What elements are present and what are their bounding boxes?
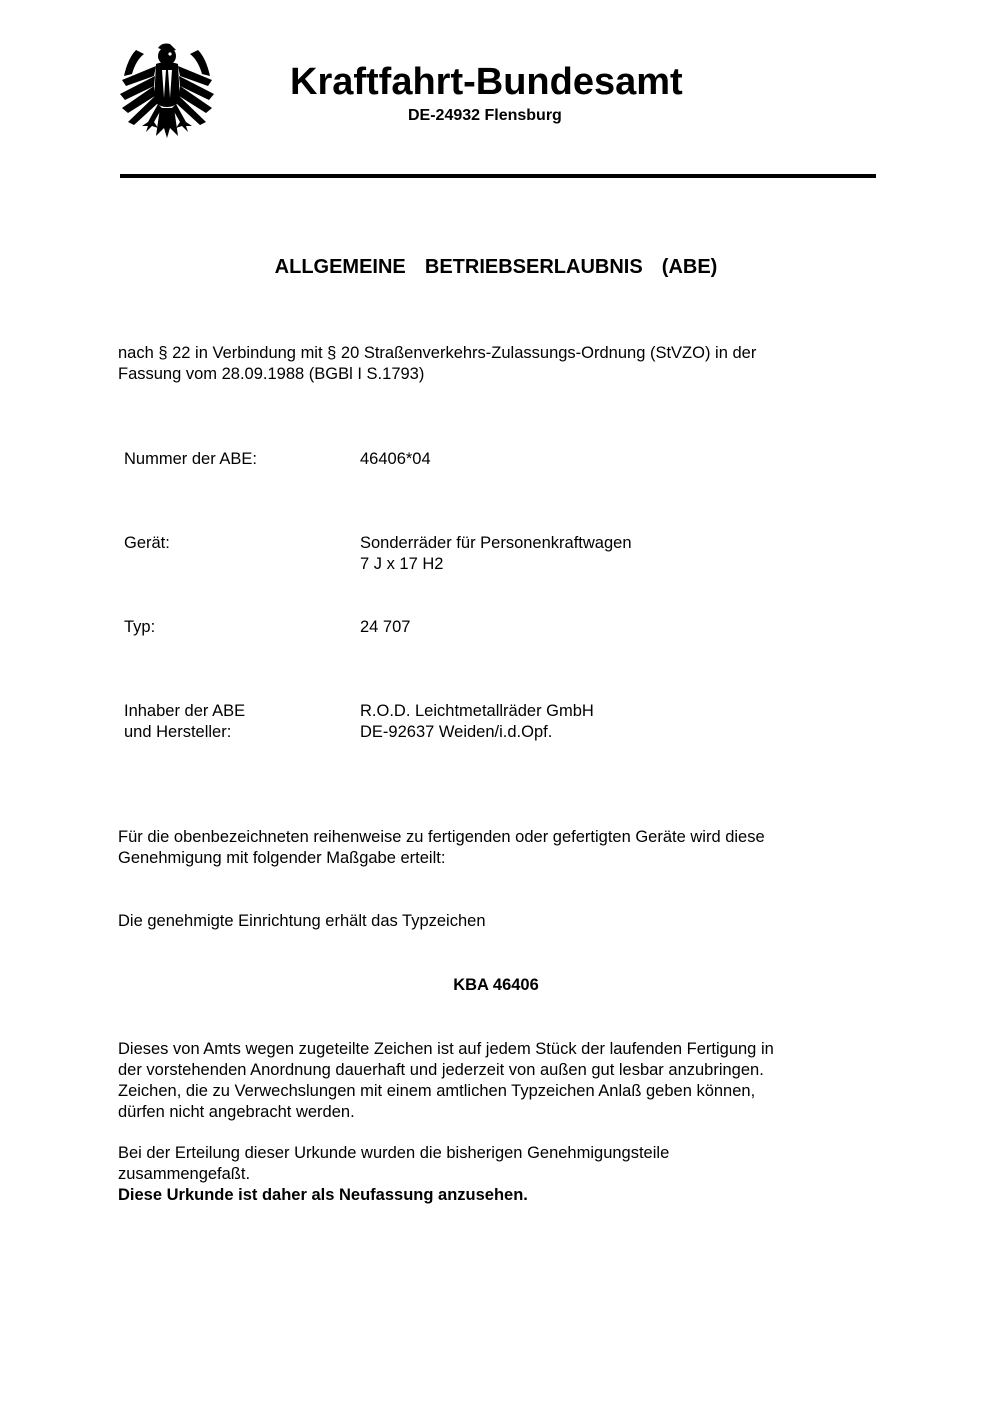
consolidation-line: zusammengefaßt.	[118, 1165, 251, 1183]
holder-label	[124, 701, 344, 743]
legal-basis-line: nach § 22 in Verbindung mit § 20 Straßenverkehrs-Zulassungs-Ordnung (StVZO) in der	[118, 344, 757, 362]
organization-address: DE-24932 Flensburg	[408, 107, 562, 124]
type-label: Typ:	[124, 618, 156, 636]
consolidation-paragraph	[118, 1143, 878, 1206]
abe-number-value: 46406*04	[360, 450, 431, 468]
mark-rules-line: Dieses von Amts wegen zugeteilte Zeichen ist auf jedem Stück der laufenden Fertigung in	[118, 1040, 774, 1058]
device-value	[360, 533, 880, 575]
holder-value-line: R.O.D. Leichtmetallräder GmbH	[360, 702, 594, 720]
legal-basis-line: Fassung vom 28.09.1988 (BGBl I S.1793)	[118, 365, 425, 383]
mark-rules-paragraph	[118, 1039, 878, 1123]
consolidation-line: Bei der Erteilung dieser Urkunde wurden die bisherigen Genehmigungsteile	[118, 1144, 670, 1162]
holder-value-line: DE-92637 Weiden/i.d.Opf.	[360, 723, 553, 741]
new-version-note: Diese Urkunde ist daher als Neufassung anzusehen.	[118, 1186, 528, 1204]
holder-label-line: Inhaber der ABE	[124, 702, 246, 720]
type-mark: KBA 46406	[453, 976, 539, 994]
eagle-icon	[118, 40, 216, 140]
header-divider	[120, 174, 876, 178]
type-mark-intro: Die genehmigte Einrichtung erhält das Typzeichen	[118, 912, 486, 930]
federal-eagle-emblem	[118, 40, 216, 140]
type-value: 24 707	[360, 618, 411, 636]
legal-basis-paragraph	[118, 343, 878, 385]
approval-paragraph	[118, 827, 878, 869]
device-label: Gerät:	[124, 534, 170, 552]
approval-line: Genehmigung mit folgender Maßgabe erteilt:	[118, 849, 446, 867]
approval-line: Für die obenbezeichneten reihenweise zu fertigenden oder gefertigten Geräte wird diese	[118, 828, 765, 846]
holder-label-line: und Hersteller:	[124, 723, 232, 741]
mark-rules-line: dürfen nicht angebracht werden.	[118, 1103, 355, 1121]
mark-rules-line: der vorstehenden Anordnung dauerhaft und jederzeit von außen gut lesbar anzubringen.	[118, 1061, 764, 1079]
device-value-line: Sonderräder für Personenkraftwagen	[360, 534, 632, 552]
document-title: ALLGEMEINE BETRIEBSERLAUBNIS (ABE)	[274, 256, 718, 278]
organization-name: Kraftfahrt-Bundesamt	[290, 61, 683, 103]
device-value-line: 7 J x 17 H2	[360, 555, 444, 573]
holder-value	[360, 701, 880, 743]
mark-rules-line: Zeichen, die zu Verwechslungen mit einem amtlichen Typzeichen Anlaß geben können,	[118, 1082, 756, 1100]
abe-number-label: Nummer der ABE:	[124, 450, 257, 468]
